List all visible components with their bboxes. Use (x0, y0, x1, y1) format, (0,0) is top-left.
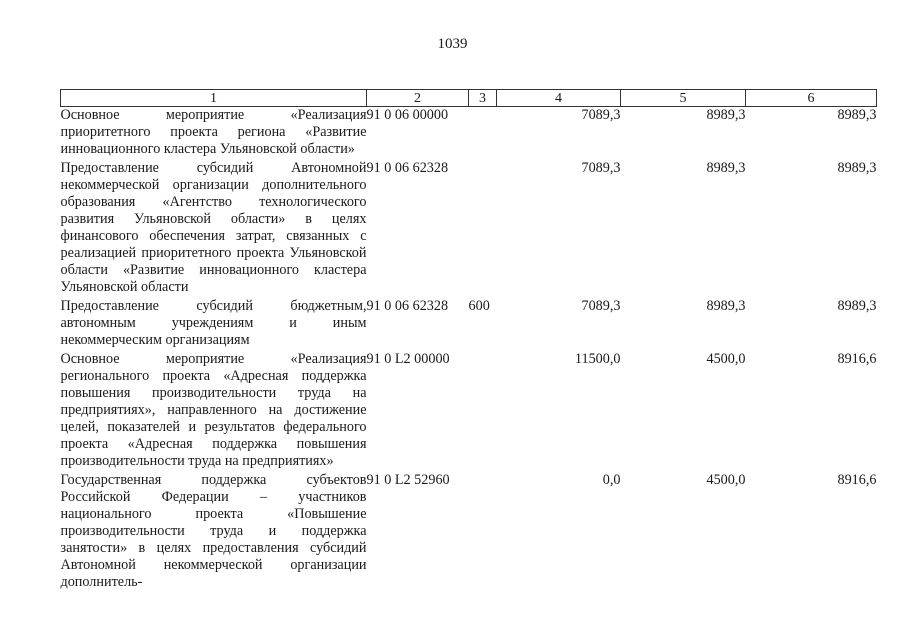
column-header-1: 1 (61, 90, 367, 107)
row-kvr (469, 160, 497, 298)
row-name: Предоставление субсидий бюджетным, автономным учреждениям и иным некоммерческим организациям (60, 298, 367, 348)
row-code: 91 0 L2 52960 (366, 472, 450, 488)
row-code: 91 0 06 62328 (366, 298, 449, 314)
row-value-4: 7089,3 (581, 160, 621, 176)
table-header-row (61, 90, 877, 107)
row-code: 91 0 06 00000 (366, 107, 449, 123)
row-value-4: 7089,3 (581, 107, 621, 123)
row-value-4: 7089,3 (581, 298, 621, 314)
table-row (61, 160, 877, 298)
row-code: 91 0 L2 00000 (366, 351, 450, 367)
table-row (61, 107, 877, 161)
row-name: Основное мероприятие «Реализация приоритетного проекта региона «Развитие инновационного кластера Ульяновской области» (60, 107, 367, 157)
column-header-3: 3 (469, 90, 497, 107)
row-value-5: 8989,3 (706, 107, 746, 123)
row-name: Государственная поддержка субъектов Российской Федерации – участников национального проекта «Повышение производительности труда и поддержка занятости» в целях предоставления субсидий Автономной некоммерческой организации дополнитель- (60, 472, 367, 590)
page-number: 1039 (437, 36, 468, 52)
row-kvr (469, 351, 497, 472)
row-value-4: 0,0 (602, 472, 621, 488)
budget-table (60, 89, 877, 593)
column-header-6: 6 (746, 90, 877, 107)
row-kvr (469, 472, 497, 593)
row-value-6: 8916,6 (837, 351, 877, 367)
column-header-5: 5 (621, 90, 746, 107)
table-row (61, 351, 877, 472)
row-value-5: 8989,3 (706, 160, 746, 176)
row-kvr (469, 107, 497, 161)
column-header-4: 4 (497, 90, 621, 107)
row-code: 91 0 06 62328 (366, 160, 449, 176)
row-value-5: 4500,0 (706, 472, 746, 488)
table-row (61, 298, 877, 351)
row-value-4: 11500,0 (574, 351, 621, 367)
table-row (61, 472, 877, 593)
row-value-5: 4500,0 (706, 351, 746, 367)
column-header-2: 2 (367, 90, 469, 107)
row-value-6: 8989,3 (837, 160, 877, 176)
row-value-5: 8989,3 (706, 298, 746, 314)
row-name: Основное мероприятие «Реализация регионального проекта «Адресная поддержка повышения производительности труда на предприятиях», направленного на достижение целей, показателей и результатов федерального проекта «Адресная поддержка повышения производительности труда на предприятиях» (60, 351, 367, 469)
row-kvr: 600 (468, 298, 490, 314)
row-value-6: 8916,6 (837, 472, 877, 488)
row-name: Предоставление субсидий Автономной некоммерческой организации дополнительного образования «Агентство технологического развития Ульяновской области» в целях финансового обеспечения затрат, связанных с реализацией приоритетного проекта Ульяновской области «Развитие инновационного кластера Ульяновской области (60, 160, 367, 295)
row-value-6: 8989,3 (837, 298, 877, 314)
row-value-6: 8989,3 (837, 107, 877, 123)
